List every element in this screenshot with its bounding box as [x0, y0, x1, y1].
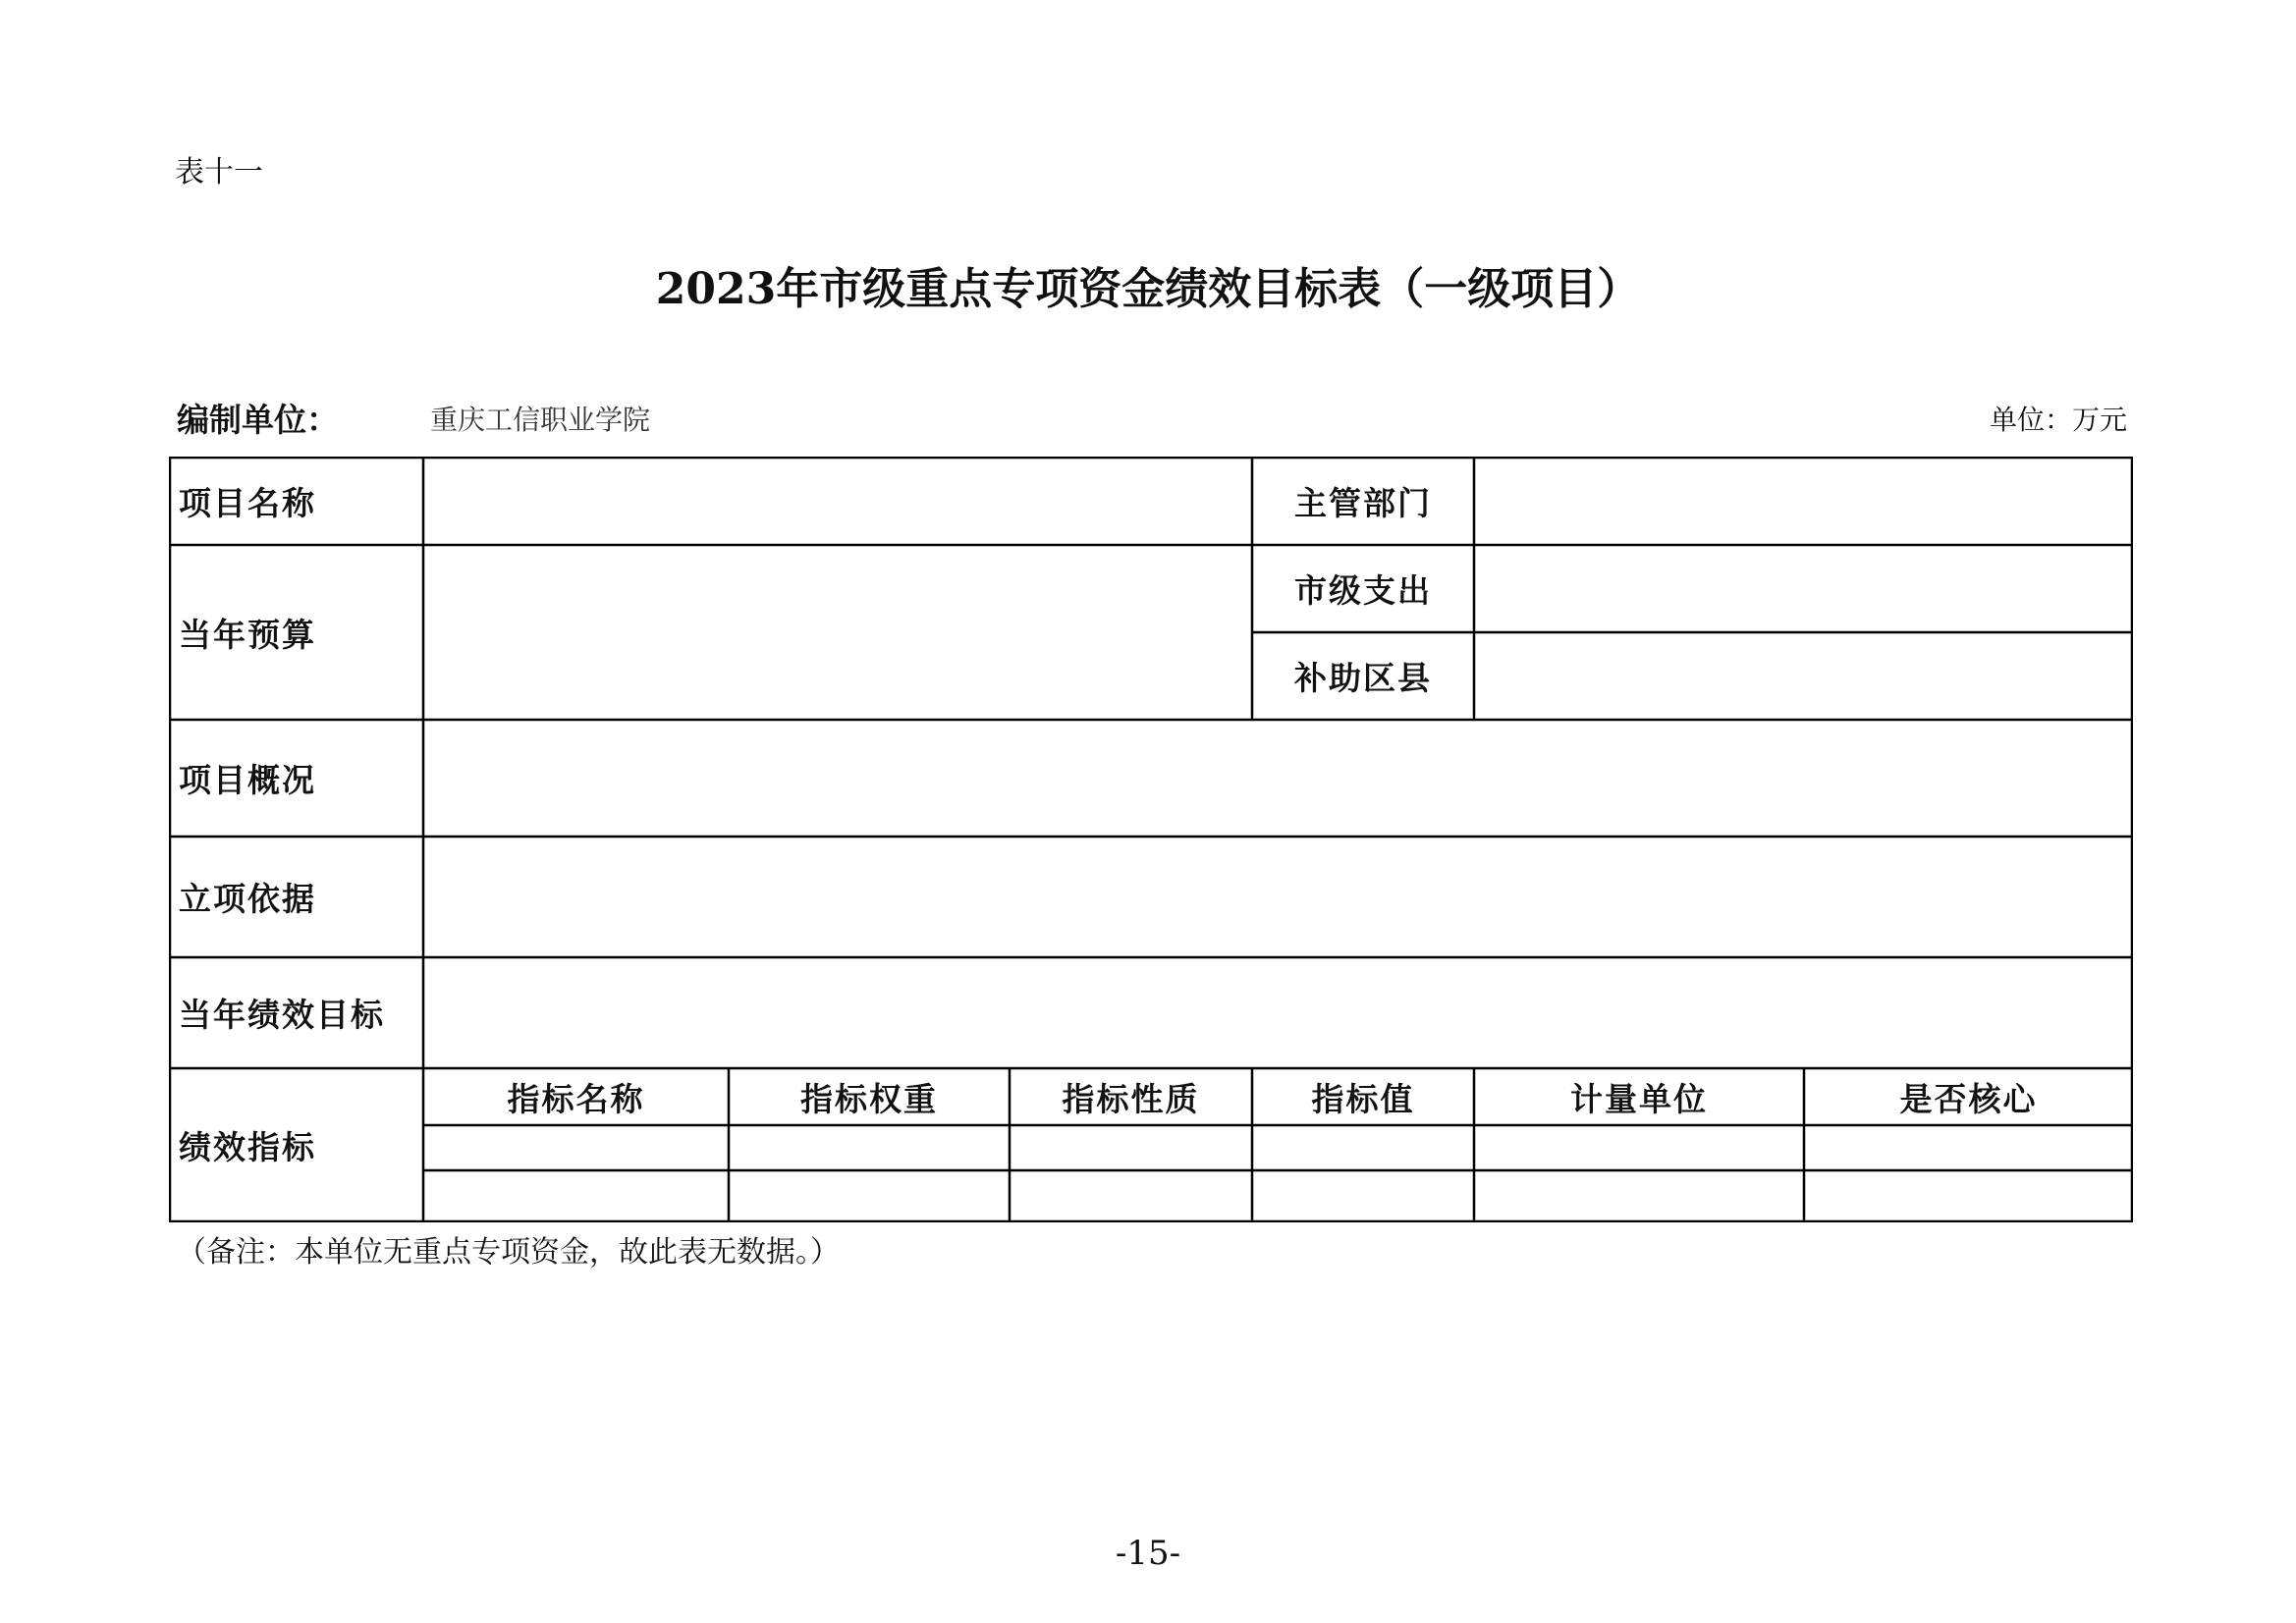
label-department: 主管部门 [1294, 483, 1432, 522]
col-indicator-value: 指标值 [1311, 1079, 1415, 1118]
col-indicator-weight: 指标权重 [800, 1079, 938, 1118]
amount-unit: 单位：万元 [1989, 404, 2127, 436]
col-indicator-nature: 指标性质 [1062, 1079, 1200, 1118]
document-title: 2023年市级重点专项资金绩效目标表（一级项目） [655, 264, 1641, 314]
col-indicator-name: 指标名称 [507, 1079, 645, 1118]
compiling-unit-label: 编制单位： [177, 401, 339, 439]
label-indicators: 绩效指标 [179, 1128, 316, 1166]
performance-target-table [169, 457, 2133, 1222]
label-city-expense: 市级支出 [1294, 571, 1432, 610]
label-project-name: 项目名称 [179, 483, 316, 522]
table-number: 表十一 [175, 155, 263, 189]
remark-note: （备注：本单位无重点专项资金，故此表无数据。） [177, 1235, 840, 1270]
label-basis: 立项依据 [179, 880, 316, 918]
label-overview: 项目概况 [179, 761, 316, 799]
label-district-subsidy: 补助区县 [1294, 659, 1432, 697]
compiling-unit-name: 重庆工信职业学院 [430, 404, 651, 436]
label-budget: 当年预算 [179, 615, 316, 654]
col-measure-unit: 计量单位 [1570, 1079, 1708, 1118]
label-annual-goal: 当年绩效目标 [179, 996, 385, 1034]
col-is-core: 是否核心 [1899, 1079, 2038, 1118]
page-number: -15- [1115, 1534, 1181, 1573]
